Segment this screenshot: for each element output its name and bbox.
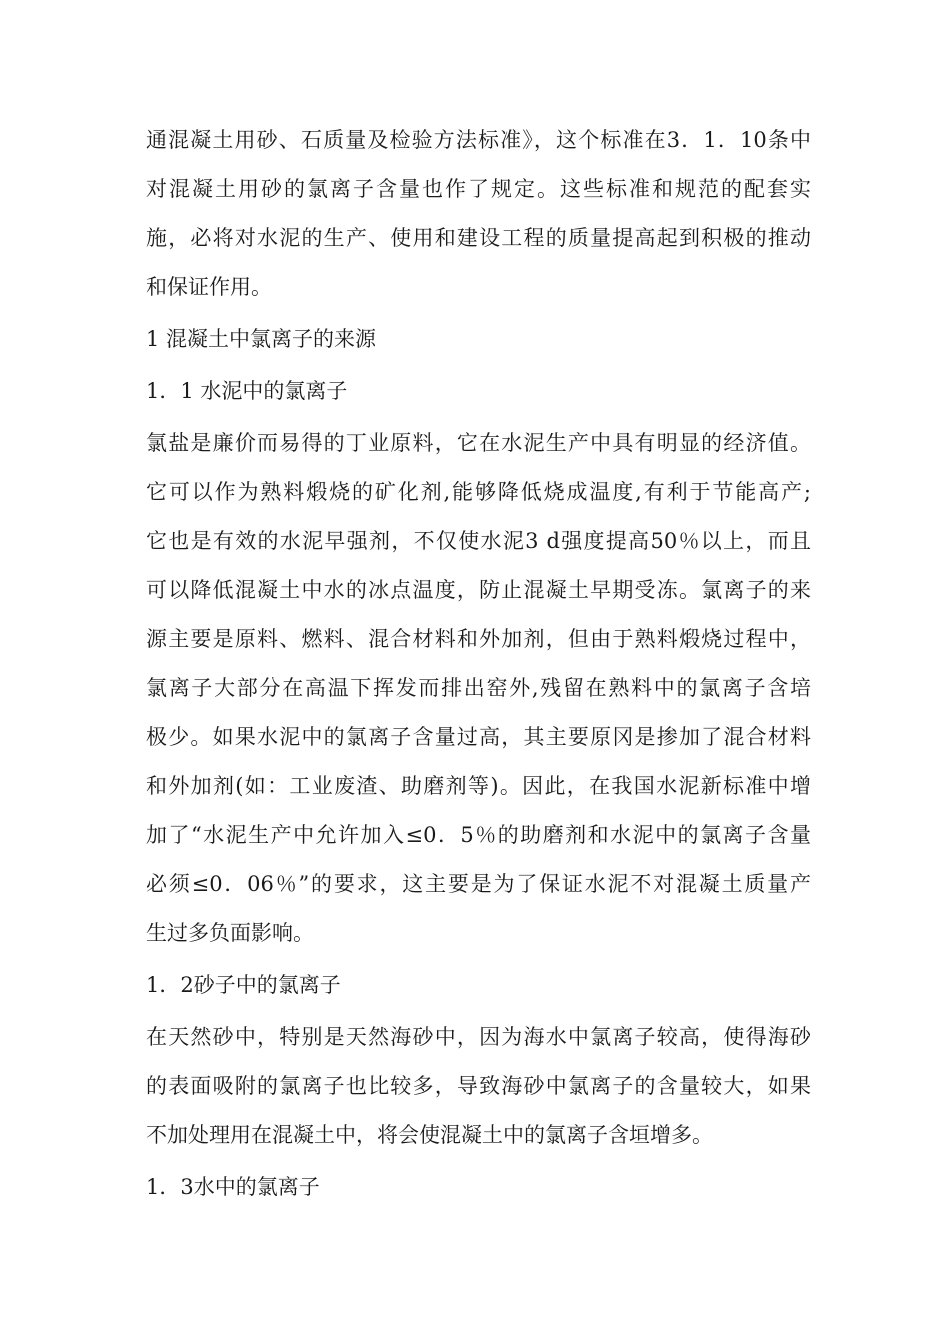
text-line: 它可以作为熟料煅烧的矿化剂,能够降低烧成温度,有利于节能高产;	[146, 480, 811, 504]
text-line: 氯离子大部分在高温下挥发而排出窑外,残留在熟料中的氯离子含培	[146, 676, 811, 700]
text-line: 必须≤0．06％”的要求，这主要是为了保证水泥不对混凝土质量产	[146, 872, 811, 896]
text-line: 生过多负面影响。	[146, 921, 314, 945]
text-line: 的表面吸附的氯离子也比较多，导致海砂中氯离子的含量较大，如果	[146, 1074, 811, 1098]
subsection-heading: 1．3水中的氯离子	[146, 1175, 320, 1199]
text-line: 氯盐是廉价而易得的丁业原料，它在水泥生产中具有明显的经济值。	[146, 431, 811, 455]
text-line: 不加处理用在混凝土中，将会使混凝土中的氯离子含垣增多。	[146, 1123, 713, 1147]
subsection-heading: 1．1 水泥中的氯离子	[146, 379, 348, 403]
text-line: 它也是有效的水泥早强剂，不仅使水泥3 d强度提高50％以上，而且	[146, 529, 811, 553]
subsection-heading: 1．2砂子中的氯离子	[146, 973, 341, 997]
text-line: 施，必将对水泥的生产、使用和建设工程的质量提高起到积极的推动	[146, 226, 811, 250]
text-line: 可以降低混凝土中水的冰点温度，防止混凝土早期受冻。氯离子的来	[146, 578, 811, 602]
section-heading: 1 混凝土中氯离子的来源	[146, 327, 377, 351]
text-line: 通混凝土用砂、石质量及检验方法标准》，这个标准在3．1．10条中	[146, 128, 811, 152]
text-line: 极少。如果水泥中的氯离子含量过高，其主要原冈是掺加了混合材料	[146, 725, 811, 749]
text-line: 加了“水泥生产中允许加入≤0．5％的助磨剂和水泥中的氯离子含量	[146, 823, 811, 847]
text-line: 源主要是原料、燃料、混合材料和外加剂，但由于熟料煅烧过程中，	[146, 627, 811, 651]
text-line: 和外加剂(如：工业废渣、助磨剂等)。因此，在我国水泥新标准中增	[146, 774, 811, 798]
text-line: 和保证作用。	[146, 275, 272, 299]
document-page	[146, 116, 811, 1212]
text-line: 在天然砂中，特别是天然海砂中，因为海水中氯离子较高，使得海砂	[146, 1025, 811, 1049]
text-line: 对混凝土用砂的氯离子含量也作了规定。这些标准和规范的配套实	[146, 177, 811, 201]
